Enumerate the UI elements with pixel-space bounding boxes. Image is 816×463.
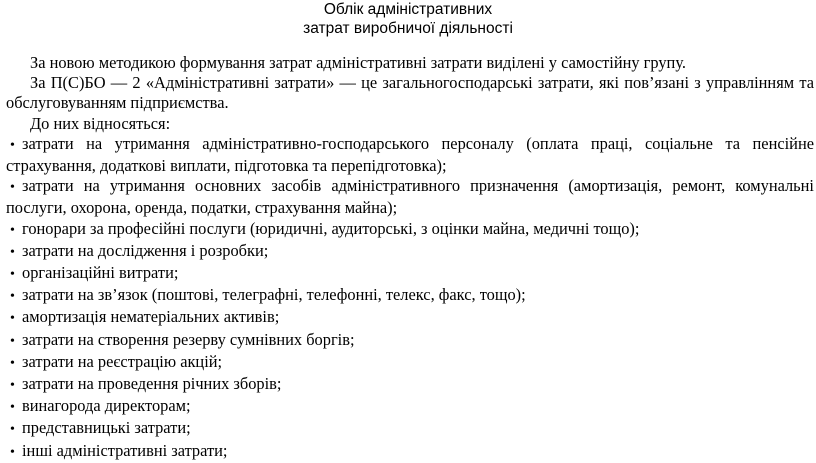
list-item — [6, 241, 814, 263]
bullet-icon: • — [10, 137, 15, 153]
intro-paragraph: За новою методикою формування затрат адміністративні затрати виділені у самостійну групу. — [30, 53, 686, 72]
bullet-icon: • — [10, 244, 15, 260]
list-item — [6, 330, 814, 352]
list-item — [6, 176, 814, 218]
list-item — [6, 263, 814, 285]
list-item-text: винагорода директорам; — [22, 396, 191, 416]
title-line-2: затрат виробничої діяльності — [303, 20, 513, 37]
list-item — [6, 219, 814, 241]
list-item-text: затрати на зв’язок (поштові, телеграфні, телефонні, телекс, факс, тощо); — [22, 285, 526, 305]
bullet-icon: • — [10, 289, 15, 305]
bullet-icon: • — [10, 355, 15, 371]
list-item — [6, 441, 814, 463]
list-item-text: затрати на проведення річних зборів; — [22, 374, 282, 394]
list-item-text: затрати на реєстрацію акцій; — [22, 351, 223, 371]
document-body — [6, 53, 814, 463]
list-item-text: затрати на створення резерву сумнівних боргів; — [22, 329, 355, 349]
list-item-text: організаційні витрати; — [22, 263, 179, 283]
document-title — [0, 0, 816, 38]
list-item — [6, 134, 814, 176]
list-item-text: затрати на утримання адміністративно-господарського персоналу (оплата праці, соціальне та пенсійне страхування, додаткові виплати, підготовка та перепідготовка); — [6, 133, 814, 176]
bullet-icon: • — [10, 422, 15, 438]
definition-paragraph: За П(С)БО — 2 «Адміністративні затрати» — це загальногосподарські затрати, які пов’язані з управлінням та обслуговуванням підприємства. — [6, 73, 814, 113]
list-item — [6, 374, 814, 396]
bullet-icon: • — [10, 333, 15, 349]
list-item — [6, 418, 814, 440]
list-item-text: затрати на утримання основних засобів адміністративного призначення (амортизація, ремонт, комунальні послуги, охорона, оренда, податки, страхування майна); — [6, 176, 814, 218]
list-item-text: гонорари за професійні послуги (юридичні, аудиторські, з оцінки майна, медичні тощо); — [22, 218, 640, 238]
bullet-icon: • — [10, 444, 15, 460]
bullet-icon: • — [10, 400, 15, 416]
list-item-text: амортизація нематеріальних активів; — [22, 307, 280, 327]
bullet-icon: • — [10, 267, 15, 283]
list-item-text: інші адміністративні затрати; — [22, 440, 228, 460]
bullet-icon: • — [10, 311, 15, 327]
list-item — [6, 285, 814, 307]
list-item-text: затрати на дослідження і розробки; — [22, 240, 269, 260]
list-item — [6, 396, 814, 418]
list-item — [6, 352, 814, 374]
list-item-text: представницькі затрати; — [22, 418, 191, 438]
bullet-icon: • — [10, 378, 15, 394]
bullet-icon: • — [10, 222, 15, 238]
title-line-1: Облік адміністративних — [323, 1, 493, 18]
bullet-icon: • — [10, 180, 15, 196]
list-item — [6, 307, 814, 329]
list-intro: До них відносяться: — [30, 113, 171, 133]
